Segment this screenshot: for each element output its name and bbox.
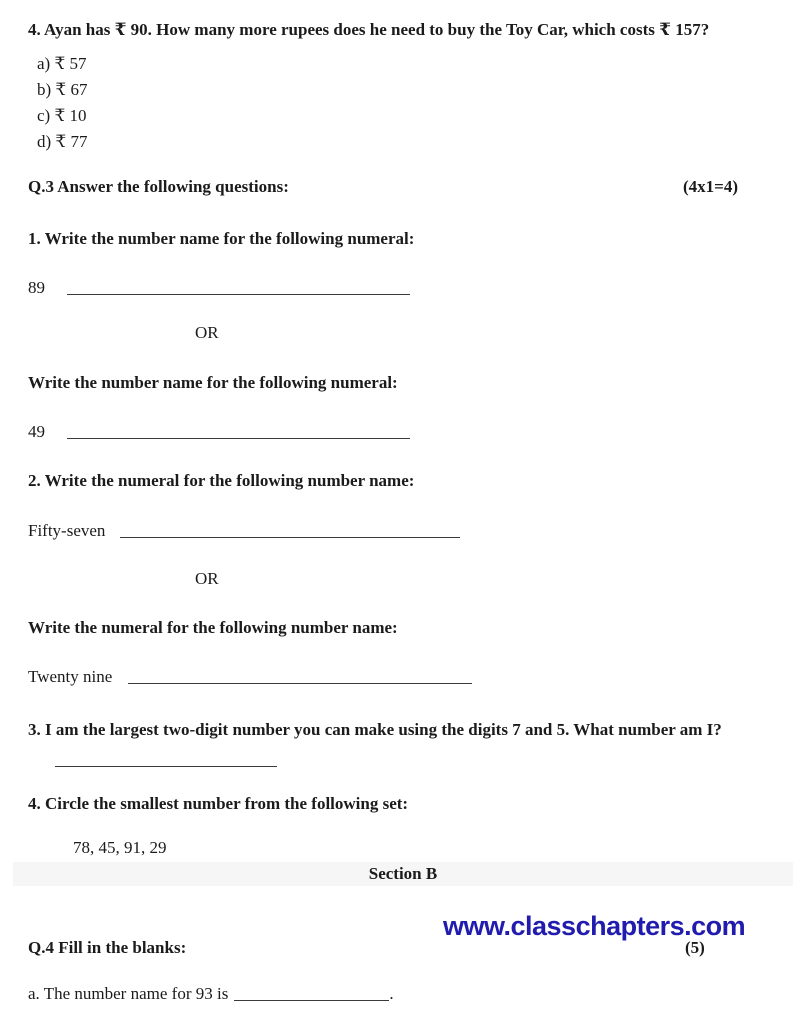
mcq-question: 4. Ayan has ₹ 90. How many more rupees does he need to buy the Toy Car, which costs ₹ 157?	[28, 20, 710, 39]
q3-sub1-answer-row	[28, 277, 802, 299]
q3-heading: Q.3 Answer the following questions:	[28, 177, 289, 196]
q3-sub4-prompt: 4. Circle the smallest number from the following set:	[28, 794, 409, 813]
q3-sub1-prompt: 1. Write the number name for the following numeral:	[28, 229, 415, 248]
q3-sub2-or-label: OR	[195, 569, 219, 588]
answer-blank-line	[55, 752, 277, 767]
q3-sub4-number-set: 78, 45, 91, 29	[73, 838, 167, 857]
q4-item-a-period: .	[389, 984, 394, 1003]
q3-sub2-answer-row	[28, 520, 802, 542]
mcq-option-d: d) ₹ 77	[37, 132, 88, 151]
q4-item-a-text: a. The number name for 93 is	[28, 984, 229, 1003]
q3-marks: (4x1=4)	[683, 177, 739, 196]
q4-marks: (5)	[685, 938, 705, 957]
answer-blank-line	[67, 424, 410, 439]
q3-sub2-alt-prompt: Write the numeral for the following number name:	[28, 618, 398, 637]
q3-sub1-or-label: OR	[195, 323, 219, 342]
q3-sub1-alt-prompt: Write the number name for the following numeral:	[28, 373, 398, 392]
q3-heading-row	[28, 176, 788, 198]
classchapters-watermark: www.classchapters.com	[443, 911, 746, 941]
q3-sub3-prompt: 3. I am the largest two-digit number you can make using the digits 7 and 5. What number am I?	[28, 720, 722, 739]
mcq-option-c: c) ₹ 10	[37, 106, 87, 125]
answer-blank-line	[120, 523, 460, 538]
mcq-option-b: b) ₹ 67	[37, 80, 88, 99]
q4-item-a-row	[28, 983, 802, 1005]
q3-sub1-given-numeral: 89	[28, 278, 45, 297]
q3-sub2-given-name: Fifty-seven	[28, 521, 106, 540]
answer-blank-line	[234, 986, 389, 1001]
q3-sub1-alt-answer-row	[28, 421, 802, 443]
q3-sub2-alt-given-name: Twenty nine	[28, 667, 113, 686]
q3-sub2-alt-answer-row	[28, 666, 802, 688]
mcq-options-list	[28, 51, 802, 155]
answer-blank-line	[128, 669, 472, 684]
q4-heading: Q.4 Fill in the blanks:	[28, 938, 187, 957]
q3-sub1-alt-given-numeral: 49	[28, 422, 45, 441]
mcq-option-a: a) ₹ 57	[37, 54, 87, 73]
q3-sub2-prompt: 2. Write the numeral for the following number name:	[28, 471, 415, 490]
q3-sub3-prompt-row	[28, 715, 776, 775]
section-b-header: Section B	[13, 862, 793, 886]
answer-blank-line	[67, 280, 410, 295]
